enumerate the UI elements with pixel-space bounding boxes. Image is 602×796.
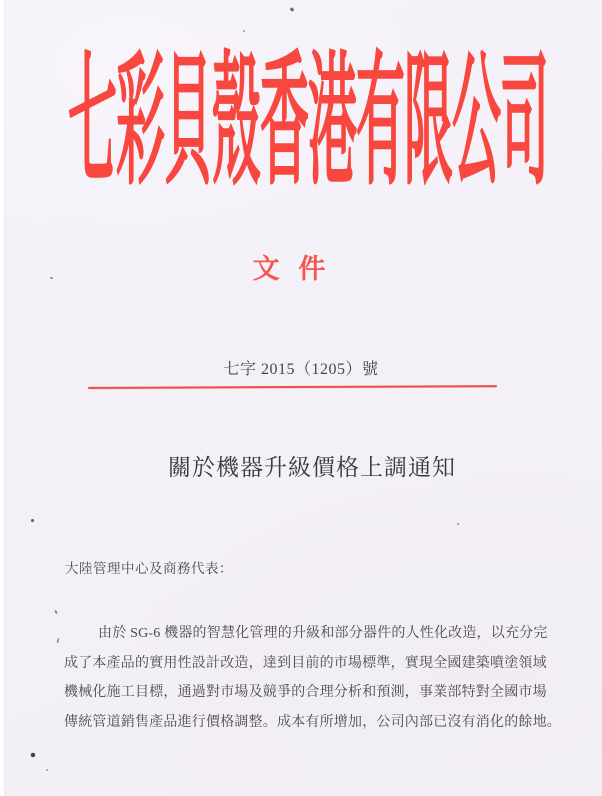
body-line-1: 由於 SG-6 機器的智慧化管理的升級和部分器件的人性化改造，以充分完 — [98, 626, 548, 641]
recipient-salutation: 大陸管理中心及商務代表： — [65, 561, 233, 576]
scan-speck — [50, 277, 53, 279]
scan-speck — [46, 769, 48, 771]
scan-speck — [457, 523, 459, 525]
body-line-2: 成了本產品的實用性設計改造，達到目前的市場標準，實現全國建築噴塗領域 — [64, 655, 547, 671]
scan-speck — [54, 610, 57, 614]
reference-number: 七字 2015（1205）號 — [223, 361, 379, 378]
scan-speck — [31, 519, 34, 522]
scan-speck — [243, 30, 245, 32]
body-line-4: 傳統管道銷售產品進行價格調整。成本有所增加，公司內部已沒有消化的餘地。 — [64, 715, 561, 731]
scan-speck — [56, 638, 59, 643]
letterhead-divider-line — [88, 385, 497, 389]
notice-title: 關於機器升級價格上調通知 — [168, 455, 456, 480]
notice-body — [64, 619, 564, 738]
scan-speck — [290, 7, 295, 12]
document-label: 文 件 — [252, 254, 332, 284]
company-letterhead-title: 七彩貝殼香港有限公司 — [67, 41, 548, 204]
body-line-3: 機械化施工目標，通過對市場及競爭的合理分析和預測，事業部特對全國市場 — [64, 685, 547, 701]
scan-speck — [31, 753, 35, 757]
